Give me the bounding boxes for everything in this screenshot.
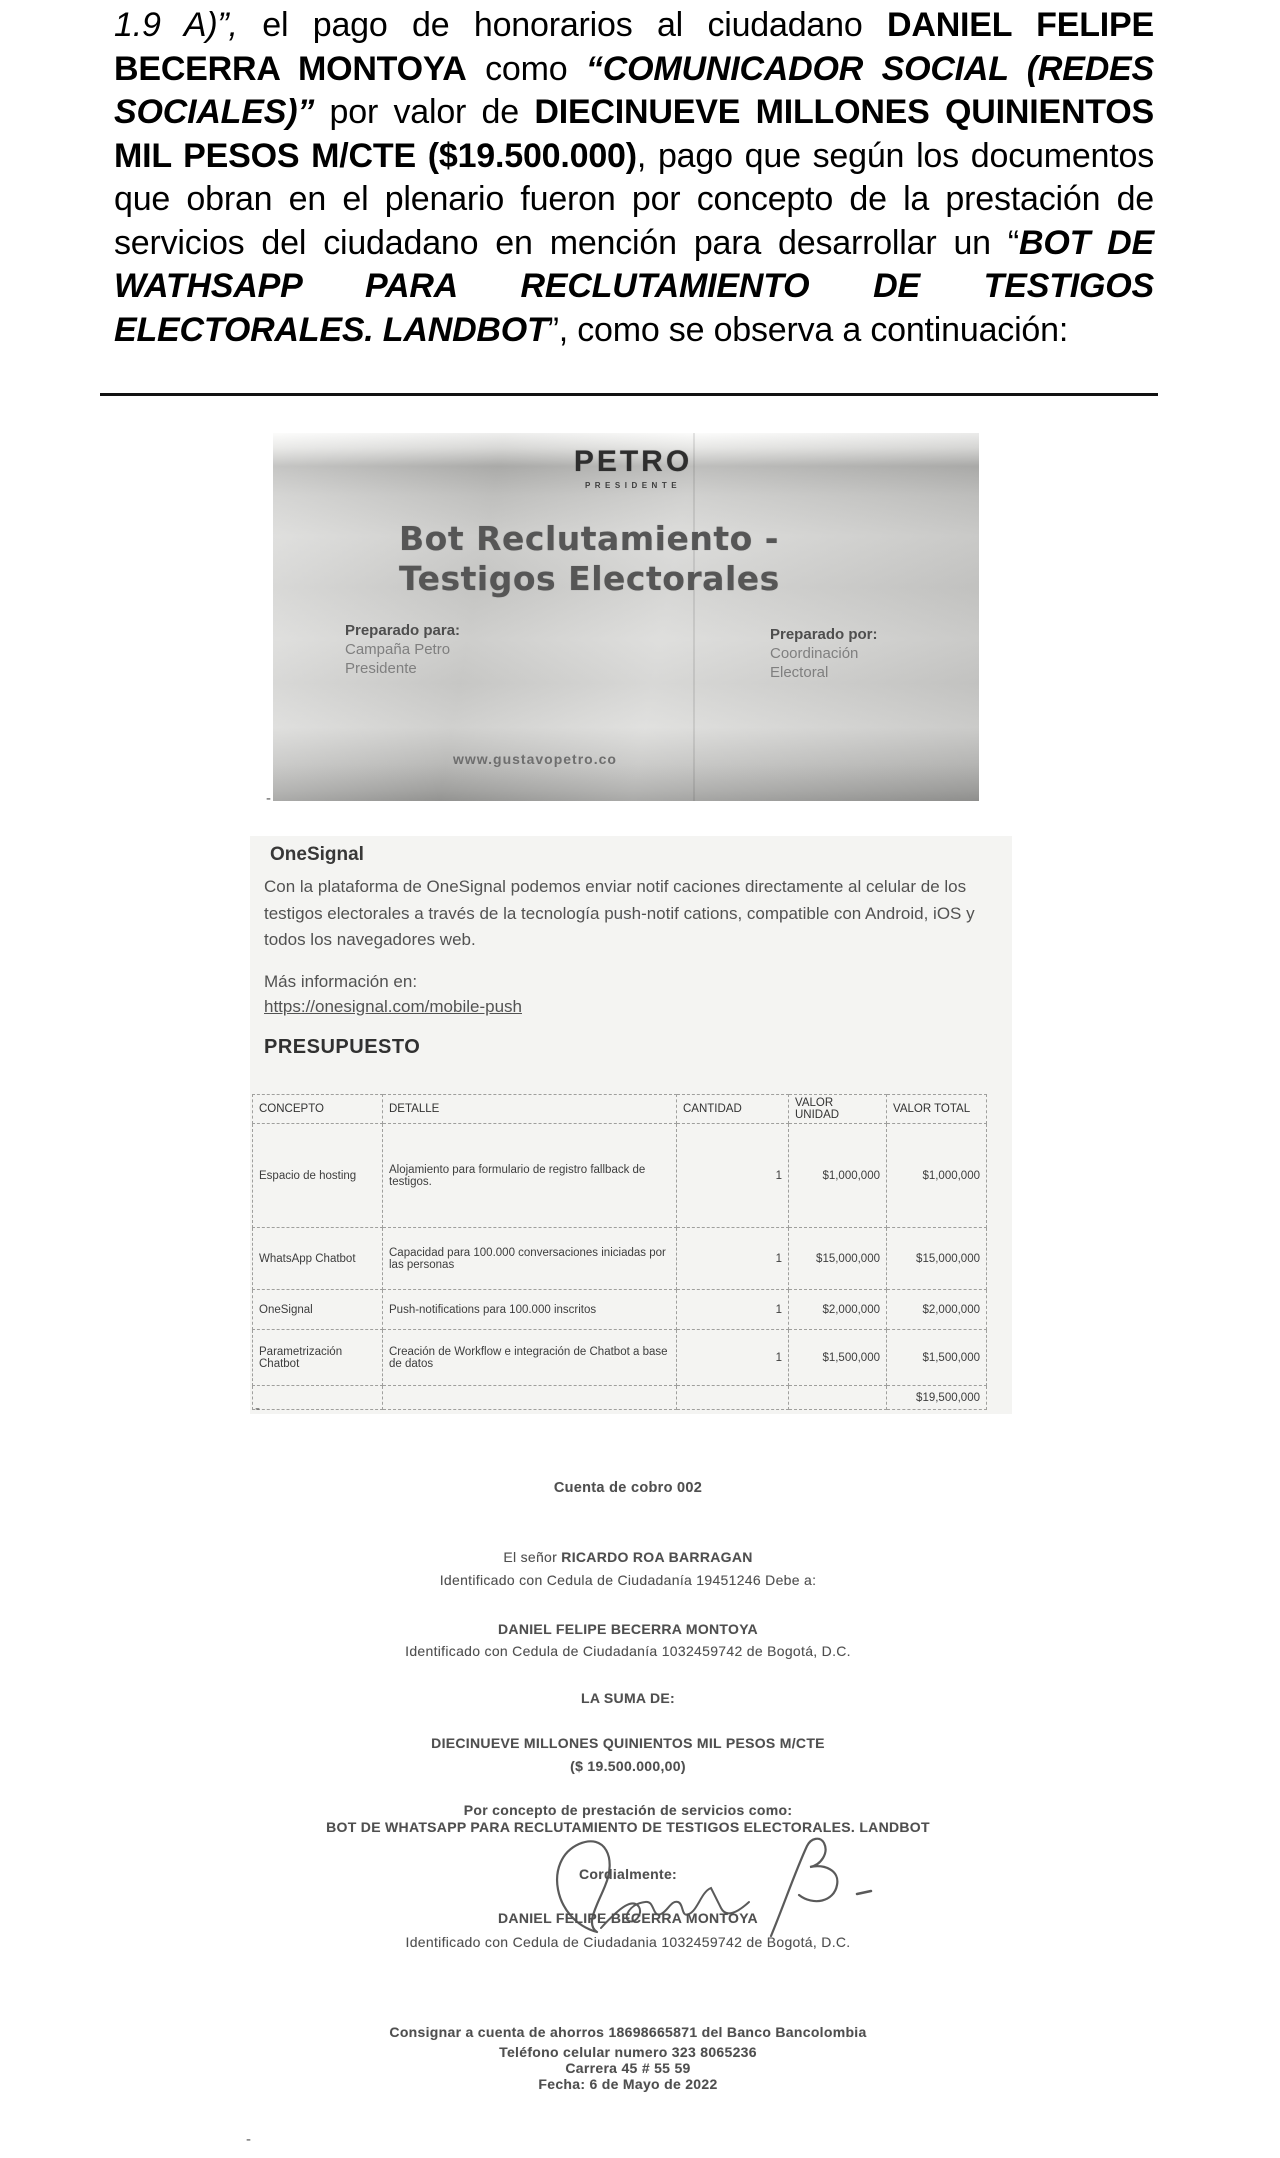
budget-header-row — [253, 1095, 987, 1124]
cell-cantidad: 1 — [677, 1330, 789, 1386]
onesignal-heading: OneSignal — [270, 844, 364, 865]
intro-amount: DIECINUEVE MILLONES QUINIENTOS MIL PESOS M/CTE ($19.500.000) — [114, 93, 1154, 175]
invoice-title: Cuenta de cobro 002 — [553, 1480, 703, 1496]
intro-paragraph — [114, 4, 1154, 352]
horizontal-rule — [100, 393, 1158, 396]
prepared-for — [345, 621, 460, 678]
debtor-name: RICARDO ROA BARRAGAN — [561, 1549, 753, 1565]
col-header-detalle: DETALLE — [383, 1095, 677, 1124]
prepared-for-label: Preparado para: — [345, 622, 461, 639]
cell-cantidad: 1 — [677, 1124, 789, 1228]
prepared-for-value: Campaña Petro — [345, 641, 451, 658]
invoice-concept-line1: Por concepto de prestación de servicios como: — [463, 1802, 793, 1818]
cell-detalle: Capacidad para 100.000 conversaciones iniciadas por las personas — [383, 1228, 677, 1290]
invoice-closing: Cordialmente: — [578, 1866, 678, 1882]
invoice-signer-name: DANIEL FELIPE BECERRA MONTOYA — [498, 1910, 758, 1926]
invoice-signer-id: Identificado con Cedula de Ciudadania 1032459742 de Bogotá, D.C. — [405, 1934, 851, 1950]
cell-empty — [677, 1386, 789, 1410]
cell-concepto: Parametrización Chatbot — [253, 1330, 383, 1386]
scan-artifact-dash: - — [266, 790, 271, 807]
more-info-label: Más información en: — [264, 972, 418, 991]
col-header-valor-unidad: VALOR UNIDAD — [789, 1095, 887, 1124]
debtor-prefix: El señor — [503, 1549, 562, 1565]
cell-valor-total: $1,000,000 — [887, 1124, 987, 1228]
invoice-debtor-line — [0, 1549, 1256, 1565]
intro-text: por valor de — [314, 93, 535, 131]
onesignal-scan — [250, 836, 1012, 1414]
intro-role-quote: “COMUNICADOR SOCIAL (REDES SOCIALES)” — [114, 49, 1155, 131]
intro-text: ”, como se observa a continuación: — [547, 310, 1069, 349]
prepared-by-label: Preparado por: — [770, 626, 878, 643]
intro-text: como — [466, 49, 586, 88]
invoice-address-line: Carrera 45 # 55 59 — [565, 2060, 691, 2076]
col-header-concepto: CONCEPTO — [253, 1095, 383, 1124]
invoice-sum-figures: ($ 19.500.000,00) — [570, 1758, 686, 1774]
cell-empty — [789, 1386, 887, 1410]
invoice-concept-line2: BOT DE WHATSAPP PARA RECLUTAMIENTO DE TESTIGOS ELECTORALES. LANDBOT — [326, 1819, 930, 1835]
table-row — [253, 1124, 987, 1228]
cell-grand-total: $19,500,000 — [887, 1386, 987, 1410]
table-row — [253, 1330, 987, 1386]
invoice-phone-line: Teléfono celular numero 323 8065236 — [499, 2044, 757, 2060]
onesignal-link: https://onesignal.com/mobile-push — [264, 997, 522, 1016]
intro-person-name: DANIEL FELIPE BECERRA MONTOYA — [114, 6, 1154, 88]
budget-heading: PRESUPUESTO — [264, 1036, 421, 1058]
intro-project-quote: BOT DE WATHSAPP PARA RECLUTAMIENTO DE TESTIGOS ELECTORALES. LANDBOT — [114, 223, 1154, 349]
intro-text: el pago de honorarios al ciudadano — [262, 6, 887, 44]
cell-cantidad: 1 — [677, 1228, 789, 1290]
prepared-by-value: Electoral — [770, 664, 829, 681]
intro-reference: 1.9 A)”, — [114, 6, 263, 44]
prepared-by-value: Coordinación — [770, 645, 859, 662]
scan-cover-title-line1: Bot Reclutamiento - — [399, 519, 779, 558]
invoice-sum-label: LA SUMA DE: — [580, 1690, 676, 1706]
scan-artifact-dash: - — [255, 1400, 260, 1417]
cell-valor-total: $1,500,000 — [887, 1330, 987, 1386]
invoice-sum-words: DIECINUEVE MILLONES QUINIENTOS MIL PESOS M/CTE — [431, 1735, 825, 1751]
petro-logo — [553, 445, 713, 490]
table-row — [253, 1290, 987, 1330]
invoice-creditor-id: Identificado con Cedula de Ciudadanía 1032459742 de Bogotá, D.C. — [405, 1643, 851, 1659]
cell-detalle: Alojamiento para formulario de registro fallback de testigos. — [383, 1124, 677, 1228]
cell-valor-total: $2,000,000 — [887, 1290, 987, 1330]
cell-concepto: WhatsApp Chatbot — [253, 1228, 383, 1290]
petro-logo-subtitle: PRESIDENTE — [584, 481, 682, 490]
invoice-debtor-id: Identificado con Cedula de Ciudadanía 19451246 Debe a: — [439, 1572, 817, 1588]
cell-empty — [253, 1386, 383, 1410]
campaign-website: www.gustavopetro.co — [453, 751, 617, 767]
cell-valor-unidad: $1,500,000 — [789, 1330, 887, 1386]
petro-cover-scan — [273, 433, 979, 801]
scan-artifact-dash: - — [246, 2131, 251, 2148]
cell-empty — [383, 1386, 677, 1410]
cell-valor-unidad: $1,000,000 — [789, 1124, 887, 1228]
budget-table — [252, 1094, 987, 1410]
scan-cover-title-line2: Testigos Electorales — [399, 559, 780, 598]
cell-cantidad: 1 — [677, 1290, 789, 1330]
petro-logo-text: PETRO — [573, 445, 693, 478]
invoice-date-line: Fecha: 6 de Mayo de 2022 — [538, 2076, 718, 2092]
cell-concepto: Espacio de hosting — [253, 1124, 383, 1228]
cell-valor-total: $15,000,000 — [887, 1228, 987, 1290]
onesignal-description: Con la plataforma de OneSignal podemos enviar notif caciones directamente al celular de los testigos electorales a través de la tecnología push-notif cations, compatible con Android, iOS y todos los navegadores web. — [264, 877, 975, 949]
col-header-valor-total: VALOR TOTAL — [887, 1095, 987, 1124]
invoice-creditor-name: DANIEL FELIPE BECERRA MONTOYA — [498, 1621, 758, 1637]
cell-detalle: Creación de Workflow e integración de Chatbot a base de datos — [383, 1330, 677, 1386]
invoice-bank-line: Consignar a cuenta de ahorros 18698665871 del Banco Bancolombia — [389, 2024, 867, 2040]
cell-valor-unidad: $2,000,000 — [789, 1290, 887, 1330]
col-header-cantidad: CANTIDAD — [677, 1095, 789, 1124]
cell-valor-unidad: $15,000,000 — [789, 1228, 887, 1290]
scan-cover-title — [399, 519, 780, 599]
intro-text: , pago que según los documentos que obran en el plenario fueron por concepto de la prestación de servicios del ciudadano en mención para desarrollar un “ — [114, 136, 1155, 262]
table-total-row — [253, 1386, 987, 1410]
prepared-for-value: Presidente — [345, 660, 417, 677]
table-row — [253, 1228, 987, 1290]
cell-detalle: Push-notifications para 100.000 inscritos — [383, 1290, 677, 1330]
cell-concepto: OneSignal — [253, 1290, 383, 1330]
prepared-by — [770, 625, 878, 682]
